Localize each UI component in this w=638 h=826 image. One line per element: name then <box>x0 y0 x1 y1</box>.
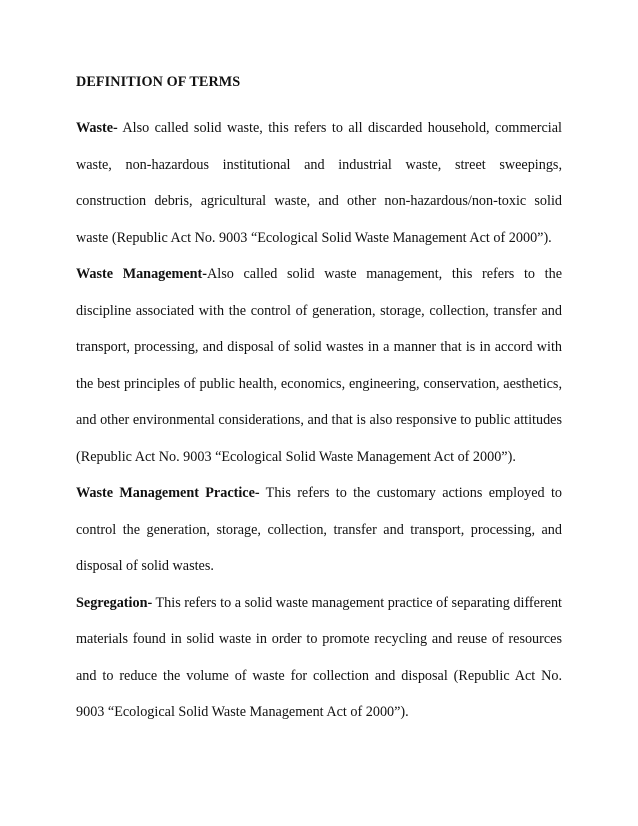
definition-entry-waste-management <box>76 256 562 475</box>
definition-entry-waste <box>76 110 562 256</box>
term-label: Waste- <box>76 120 118 136</box>
term-definition: Also called solid waste management, this refers to the discipline associated with the control of generation, storage, collection, transfer and transport, processing, and disposal of solid wastes in a manner that is in accord with the best principles of public health, economics, engineering, conservation, aesthetics, and other environmental considerations, and that is also responsive to public attitudes (Republic Act No. 9003 “Ecological Solid Waste Management Act of 2000”). <box>76 266 562 465</box>
term-label: Waste Management- <box>76 266 208 282</box>
page-heading: DEFINITION OF TERMS <box>76 74 241 90</box>
term-definition: Also called solid waste, this refers to all discarded household, commercial waste, non-hazardous institutional and industrial waste, street sweepings, construction debris, agricultural waste, and other non-hazardous/non-toxic solid waste (Republic Act No. 9003 “Ecological Solid Waste Management Act of 2000”). <box>76 120 562 246</box>
definition-entry-segregation <box>76 585 562 731</box>
term-definition: This refers to the customary actions employed to control the generation, storage, collection, transfer and transport, processing, and disposal of solid wastes. <box>76 485 562 574</box>
definition-entry-waste-management-practice <box>76 475 562 585</box>
term-label: Segregation- <box>76 594 153 611</box>
term-label: Waste Management Practice- <box>76 485 260 501</box>
term-definition: This refers to a solid waste management practice of separating different materials found in solid waste in order to promote recycling and reuse of resources and to reduce the volume of waste for collection and disposal (Republic Act No. 9003 “Ecological Solid Waste Management Act of 2000”). <box>76 594 562 720</box>
